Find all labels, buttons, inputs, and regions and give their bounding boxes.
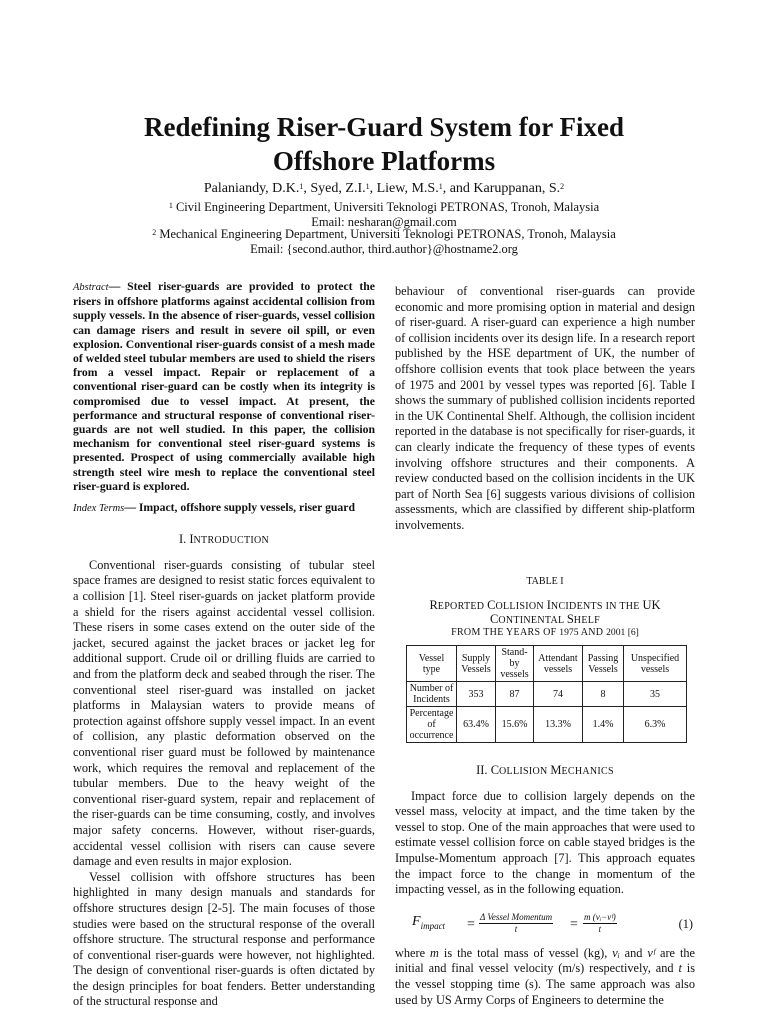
affiliation-2-email: Email: {second.author, third.author}@hostname2.org (250, 242, 518, 256)
caption-small: OLLISION (495, 601, 547, 613)
table-title: TABLE I (526, 575, 564, 587)
author-4-affil: 2 (560, 182, 565, 191)
table-header-cell: Vessel type (407, 646, 457, 682)
caption-cap: UK C (489, 598, 661, 627)
table-row (407, 707, 687, 743)
equation-f: F (412, 913, 421, 929)
table-cell: 13.3% (534, 707, 583, 743)
section-rest: OLLISION (499, 766, 551, 778)
affiliation-1-email: Email: nesharan@gmail.com (311, 215, 457, 229)
text-run: is the total mass of vessel (kg), (438, 945, 613, 960)
caption-small: AND (578, 627, 607, 639)
caption-small: NCIDENTS IN THE (550, 601, 643, 613)
title-line-1: Redefining Riser-Guard System for Fixed (144, 112, 624, 142)
section-heading-introduction (73, 532, 375, 549)
table-cell: 353 (457, 682, 496, 707)
title-line-2: Offshore Platforms (272, 146, 496, 176)
fraction-1-denominator: t (514, 923, 518, 934)
right-paragraph-1: behaviour of conventional riser-guards can provide economic and more promising option in material and design of riser-guard. A riser-guard can experience a high number of collision incidents over its design life. In a research report published by the HSE department of UK, the number of offshore collision events that took place between the years of 1975 and 2001 by vessel types was reported [6]. Table I shows the summary of published collision incidents reported in the UK Continental Shelf. Although, the collision incident reported in the database is not specifically for riser-guards, it can clearly indicate the frequency of these types of events involving offshore structures and their components. A review conducted based on the collision incidents in the UK part of North Sea [6] suggests various divisions of collision assessments, which are classified by different ship-platform involvements. (395, 284, 695, 532)
symbol-t: t (678, 961, 682, 976)
symbol-m: m (430, 945, 439, 960)
fraction-2-denominator: t (598, 923, 602, 934)
caption-cap: S (566, 612, 574, 627)
table-cell: Number of Incidents (407, 682, 457, 707)
table-cell: 1.4% (583, 707, 624, 743)
collision-paragraph-1: Impact force due to collision largely depends on the vessel mass, velocity at impact, and the time taken by the vessel to stop. One of the main approaches that were used to estimate vessel collision force on cable stayed bridges is the Impulse-Momentum approach [7]. This approach equates the impact force to the change in momentum of the impacting vessel, as in the following equation. (395, 788, 695, 897)
section-cap: I (189, 532, 194, 547)
caption-small: ONTINENTAL (498, 615, 567, 627)
table-cell: Percentage of occurrence (407, 707, 457, 743)
abstract-label: Abstract (73, 282, 109, 293)
caption-small: FROM THE YEARS OF (451, 627, 560, 639)
text-run: where (395, 945, 431, 960)
section-heading-collision-mechanics (395, 763, 695, 780)
caption-year-1: 1975 (559, 627, 579, 639)
paper-title (40, 110, 728, 178)
table-cell: 87 (496, 682, 534, 707)
section-cap: M (550, 763, 562, 778)
author-4: and Karuppanan, S. (449, 181, 561, 196)
right-column (395, 284, 695, 1008)
affiliation-1 (40, 200, 728, 230)
section-rest: NTRODUCTION (193, 535, 270, 547)
equation-1 (395, 912, 695, 940)
table-cell: 6.3% (624, 707, 687, 743)
author-list: Palaniandy, D.K.$^1$, Syed, Z.I.$^1$, Liew, M.S.$^1$, and Karuppanan, S.$^2$ (203, 181, 565, 196)
equals-sign: = (467, 916, 475, 932)
equation-number: (1) (678, 916, 693, 931)
caption-small: HELF (573, 615, 600, 627)
collision-incidents-table (406, 645, 687, 743)
table-header-cell: Passing Vessels (583, 646, 624, 682)
caption-cap: C (487, 598, 496, 613)
text-run: are the initial and final vessel velocity (m/s) respectively, and (395, 945, 696, 976)
fraction-2 (583, 912, 617, 935)
index-terms-text: — Impact, offshore supply vessels, riser guard (124, 501, 355, 515)
caption-cap: R (429, 598, 438, 613)
abstract (73, 280, 375, 494)
abstract-text: — Steel riser-guards are provided to protect the risers in offshore platforms against accidental collision from supply vessels. In the absence of riser-guards, vessel collision can damage risers and result in severe oil spill, or even explosion. Conventional riser-guards consist of a mesh made of welded steel tubular members are used to shield the risers from a vessel impact. Repair or replacement of a conventional riser-guard can be costly when its integrity is compromised due to vessel impact. At present, the performance and structural response of conventional riser-guards are not well studied. In this paper, the collision mechanism for conventional steel riser-guard systems is presented. Prospect of using commercially available high strength steel wire mesh to replace the conventional steel riser-guard is explored. (73, 280, 375, 493)
equals-sign: = (570, 916, 578, 932)
table-header-row (407, 646, 687, 682)
table-cell: 8 (583, 682, 624, 707)
author-1-affil: 1 (299, 182, 304, 191)
index-terms (73, 501, 375, 516)
affiliation-1-sup: 1 (168, 201, 173, 210)
author-1: Palaniandy, D.K. (203, 181, 300, 196)
intro-paragraph-2: Vessel collision with offshore structures has been highlighted in many design manuals and standards for offshore structures design [2-5]. The main focuses of those studies were based on the structural response of the overall offshore structure. The structural response and performance of conventional riser-guards were however, not highlighted. The design of conventional riser-guards is often dictated by the design principles for boat fenders. Better understanding of the structural response and (73, 869, 375, 1009)
caption-ref: [6] (625, 627, 639, 639)
table-cell: 74 (534, 682, 583, 707)
affiliation-1-text: Civil Engineering Department, Universiti Teknologi PETRONAS, Tronoh, Malaysia (175, 200, 600, 214)
symbol-vi: vᵢ (612, 945, 620, 960)
table-cell: 63.4% (457, 707, 496, 743)
author-3: Liew, M.S. (376, 181, 439, 196)
symbol-vf: vᶠ (647, 945, 656, 960)
author-2: Syed, Z.I. (310, 181, 366, 196)
author-3-affil: 1 (438, 182, 443, 191)
table-header-cell: Stand-by vessels (496, 646, 534, 682)
affiliation-2-text: Mechanical Engineering Department, Universiti Teknologi PETRONAS, Tronoh, Malaysia (159, 227, 616, 241)
fraction-1-numerator: Δ Vessel Momentum (480, 911, 553, 922)
section-number: II. (476, 763, 491, 778)
author-2-affil: 1 (365, 182, 370, 191)
section-rest: ECHANICS (561, 766, 614, 778)
equation-f-sub: impact (420, 920, 446, 931)
table-caption (395, 599, 695, 639)
left-column (73, 280, 375, 1010)
fraction-1 (479, 912, 553, 935)
section-cap: C (490, 763, 500, 778)
text-run: is the vessel stopping time (s). The same approach was also used by US Army Corps of Engineers to determine the (395, 961, 695, 1007)
table-row (407, 682, 687, 707)
section-number: I. (178, 532, 190, 547)
collision-paragraph-2 (395, 946, 695, 1008)
table-header-cell: Attendant vessels (534, 646, 583, 682)
table-header-cell: Supply Vessels (457, 646, 496, 682)
equation-lhs (412, 914, 445, 934)
caption-small: EPORTED (437, 601, 488, 613)
table-cell: 35 (624, 682, 687, 707)
affiliation-2-sup: 2 (152, 228, 157, 237)
affiliation-2 (40, 227, 728, 257)
table-cell: 15.6% (496, 707, 534, 743)
caption-cap: I (546, 598, 551, 613)
index-terms-label: Index Terms (73, 503, 125, 515)
text-run: and (619, 945, 648, 960)
fraction-2-numerator: m (vᵢ−vᶠ) (584, 911, 616, 922)
table-header-cell: Unspecified vessels (624, 646, 687, 682)
intro-paragraph-1: Conventional riser-guards consisting of tubular steel space frames are designed to resist static forces equivalent to a collision [1]. Steel riser-guards on jacket platform provide a shield for the risers against accidental vessel collision. These risers in some cases extend on the outer side of the jacket, secured against the jacket braces or jacket leg for additional support. Crude oil or drilling fluids are carried to and from the platform deck and seabed through the riser. The conventional steel riser-guard was installed on jacket platforms in Malaysian waters to provide means of protection against offshore supply vessel impact. In an event of collision, any plastic deformation observed on the conventional riser guard must be followed by maintenance work, which requires the removal and replacement of the tubular members. Due to the heavy weight of the conventional riser-guard system, repair and replacement of the riser-guards can be time consuming, costly, and involves major safety concerns. However, without riser-guards, accidental vessel collision with risers can cause severe damage and even results in major explosion. (73, 557, 375, 869)
caption-year-2: 2001 (606, 627, 626, 639)
